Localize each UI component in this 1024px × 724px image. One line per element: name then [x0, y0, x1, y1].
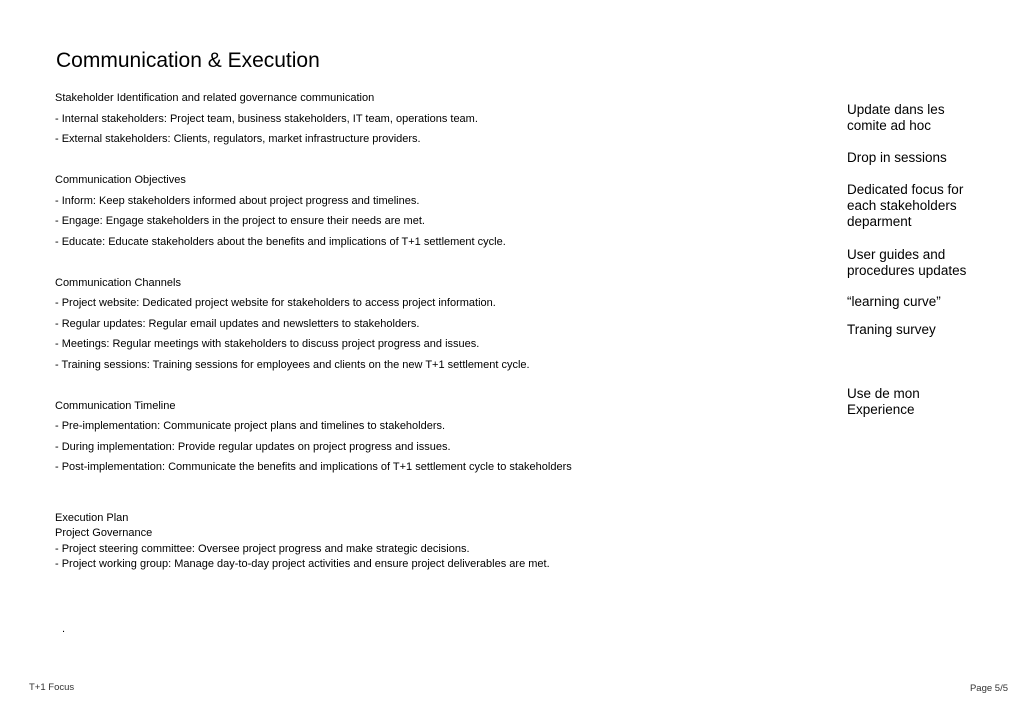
objectives-item-educate: - Educate: Educate stakeholders about the benefits and implications of T+1 settlement cycle. — [55, 235, 506, 248]
channels-item-updates: - Regular updates: Regular email updates and newsletters to stakeholders. — [55, 317, 420, 330]
side-note-guides-line1: User guides and — [847, 247, 946, 262]
section-heading-stakeholders: Stakeholder Identification and related governance communication — [55, 92, 375, 104]
side-note-focus-line1: Dedicated focus for — [847, 182, 964, 197]
section-heading-execution: Execution Plan — [55, 511, 129, 524]
objectives-item-inform: - Inform: Keep stakeholders informed about project progress and timelines. — [55, 194, 420, 207]
execution-item-working-group: - Project working group: Manage day-to-day project activities and ensure project deliverables are met. — [55, 558, 550, 570]
side-note-drop-in: Drop in sessions — [847, 150, 947, 165]
timeline-item-during: - During implementation: Provide regular updates on project progress and issues. — [55, 440, 451, 453]
channels-item-website: - Project website: Dedicated project website for stakeholders to access project information. — [55, 297, 496, 309]
footer-title: T+1 Focus — [29, 682, 75, 693]
spacer — [55, 255, 795, 276]
side-note-learning-curve: “learning curve” — [847, 294, 941, 309]
stakeholders-item-internal: - Internal stakeholders: Project team, business stakeholders, IT team, operations team. — [55, 112, 478, 125]
side-note-training-survey: Traning survey — [847, 322, 936, 337]
timeline-item-pre: - Pre-implementation: Communicate project plans and timelines to stakeholders. — [55, 420, 446, 432]
spacer — [55, 378, 795, 399]
page-title: Communication & Execution — [56, 49, 320, 72]
stray-dot: . — [62, 623, 66, 635]
timeline-item-post: - Post-implementation: Communicate the benefits and implications of T+1 settlement cycle to stakeholders — [55, 461, 572, 473]
section-subheading-governance: Project Governance — [55, 527, 153, 539]
side-note-update-line2: comite ad hoc — [847, 118, 932, 133]
channels-item-meetings: - Meetings: Regular meetings with stakeholders to discuss project progress and issues. — [55, 338, 480, 350]
stakeholders-item-external: - External stakeholders: Clients, regulators, market infrastructure providers. — [55, 133, 421, 145]
main-content — [55, 91, 795, 573]
side-note-focus-line3: deparment — [847, 214, 912, 229]
section-heading-timeline: Communication Timeline — [55, 399, 176, 412]
spacer — [55, 481, 795, 511]
side-notes — [847, 102, 1017, 418]
spacer — [55, 153, 795, 174]
section-heading-objectives: Communication Objectives — [55, 174, 186, 186]
side-note-guides-line2: procedures updates — [847, 263, 967, 278]
side-note-focus-line2: each stakeholders — [847, 198, 957, 213]
side-note-experience-line1: Use de mon — [847, 386, 920, 401]
execution-item-steering: - Project steering committee: Oversee project progress and make strategic decisions. — [55, 542, 470, 555]
channels-item-training: - Training sessions: Training sessions for employees and clients on the new T+1 settlement cycle. — [55, 358, 530, 371]
side-note-experience-line2: Experience — [847, 402, 915, 417]
section-heading-channels: Communication Channels — [55, 276, 181, 289]
page-number: Page 5/5 — [969, 683, 1008, 694]
side-note-update-line1: Update dans les — [847, 102, 945, 117]
objectives-item-engage: - Engage: Engage stakeholders in the project to ensure their needs are met. — [55, 215, 425, 227]
